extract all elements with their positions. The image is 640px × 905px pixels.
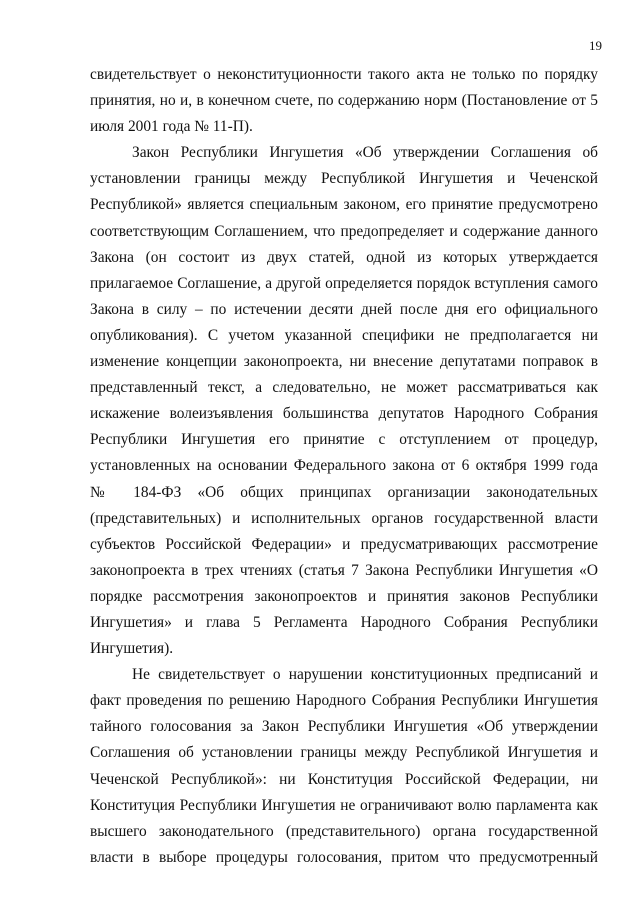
text-line: установленных на основании Федерального закона от 6 октября 1999 года [90,457,598,475]
body-text [90,62,598,871]
text-line: принятия, но и, в конечном счете, по содержанию норм (Постановление от 5 [90,92,598,110]
text-line: Закона в силу – по истечении десяти дней после дня его официального [90,300,598,318]
text-line: Ингушетия). [90,640,174,658]
paragraph-first-line: Не свидетельствует о нарушении конституционных предписаний и [132,666,598,684]
text-line: Соглашения об установлении границы между Республикой Ингушетия и [90,744,598,762]
page-number: 19 [589,38,602,53]
text-line: субъектов Российской Федерации» и предусматривающих рассмотрение [90,535,598,553]
text-line: Чеченской Республикой»: ни Конституция Российской Федерации, ни [90,770,598,788]
text-line: свидетельствует о неконституционности такого акта не только по порядку [90,66,598,83]
text-line: изменение концепции законопроекта, ни внесение депутатами поправок в [90,353,598,371]
text-line: июля 2001 года № 11-П). [90,118,253,136]
text-line: опубликования). С учетом указанной специфики не предполагается ни [90,326,598,344]
text-line: факт проведения по решению Народного Собрания Республики Ингушетия [90,692,598,710]
text-line: Республикой» является специальным законом, его принятие предусмотрено [90,196,598,214]
text-line: № 184-ФЗ «Об общих принципах организации законодательных [90,483,598,501]
text-line: прилагаемое Соглашение, а другой определяется порядок вступления самого [90,274,598,292]
text-line: Республики Ингушетия его принятие с отступлением от процедур, [90,431,598,449]
text-line: (представительных) и исполнительных органов государственной власти [90,509,598,527]
text-line: Ингушетия» и глава 5 Регламента Народного Собрания Республики [90,613,598,631]
text-line: высшего законодательного (представительного) органа государственной [90,822,598,840]
text-line: соответствующим Соглашением, что предопределяет и содержание данного [90,222,598,240]
text-line: тайного голосования за Закон Республики Ингушетия «Об утверждении [90,718,598,736]
text-line: власти в выборе процедуры голосования, притом что предусмотренный [90,848,598,866]
text-line: установлении границы между Республикой Ингушетия и Чеченской [90,170,598,188]
paragraph-first-line: Закон Республики Ингушетия «Об утверждении Соглашения об [132,144,598,162]
text-line: законопроекта в трех чтениях (статья 7 Закона Республики Ингушетия «О [90,561,598,579]
text-line: искажение волеизъявления большинства депутатов Народного Собрания [90,405,598,423]
text-line: порядке рассмотрения законопроектов и принятия законов Республики [90,587,598,605]
text-line: представленный текст, а следовательно, не может рассматриваться как [90,379,598,397]
text-line: Конституция Республики Ингушетия не ограничивают волю парламента как [90,796,598,814]
text-line: Закона (он состоит из двух статей, одной из которых утверждается [90,248,598,266]
